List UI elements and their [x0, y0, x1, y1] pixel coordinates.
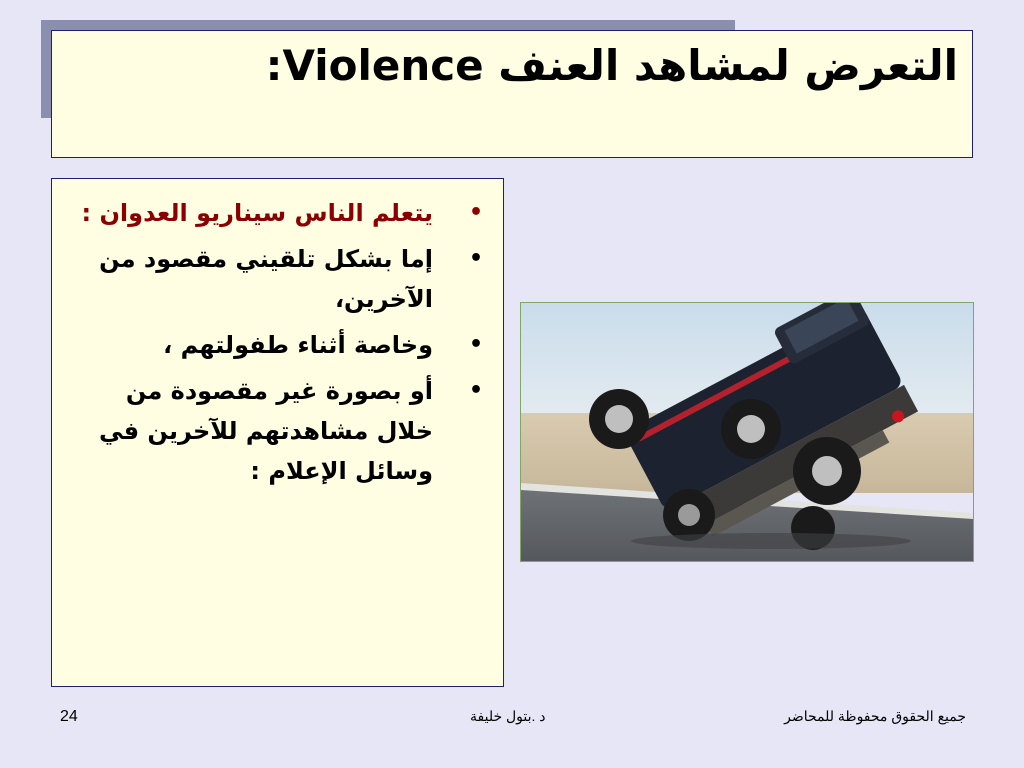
bullet-item	[70, 193, 493, 233]
slide-title: التعرض لمشاهد العنف Violence:	[265, 41, 958, 90]
bullet-text: أو بصورة غير مقصودة من خلال مشاهدتهم للآخرين في وسائل الإعلام :	[99, 377, 433, 485]
content-box	[51, 178, 504, 687]
footer-author: د .بتول خليفة	[470, 708, 546, 724]
footer-rights: جميع الحقوق محفوظة للمحاضر	[784, 708, 966, 724]
suv-two-wheels-icon	[521, 303, 973, 561]
bullet-text: يتعلم الناس سيناريو العدوان :	[81, 199, 433, 227]
bullet-icon: •	[468, 246, 483, 271]
bullet-item	[70, 371, 493, 491]
title-box	[51, 30, 973, 158]
bullet-icon: •	[468, 378, 483, 403]
bullet-text: إما بشكل تلقيني مقصود من الآخرين،	[99, 245, 433, 313]
bullet-list	[70, 193, 493, 497]
bullet-item	[70, 325, 493, 365]
bullet-icon: •	[468, 200, 483, 225]
car-photo	[520, 302, 974, 562]
bullet-item	[70, 239, 493, 319]
page-number: 24	[60, 708, 78, 725]
bullet-text: وخاصة أثناء طفولتهم ،	[163, 331, 433, 359]
bullet-icon: •	[468, 332, 483, 357]
